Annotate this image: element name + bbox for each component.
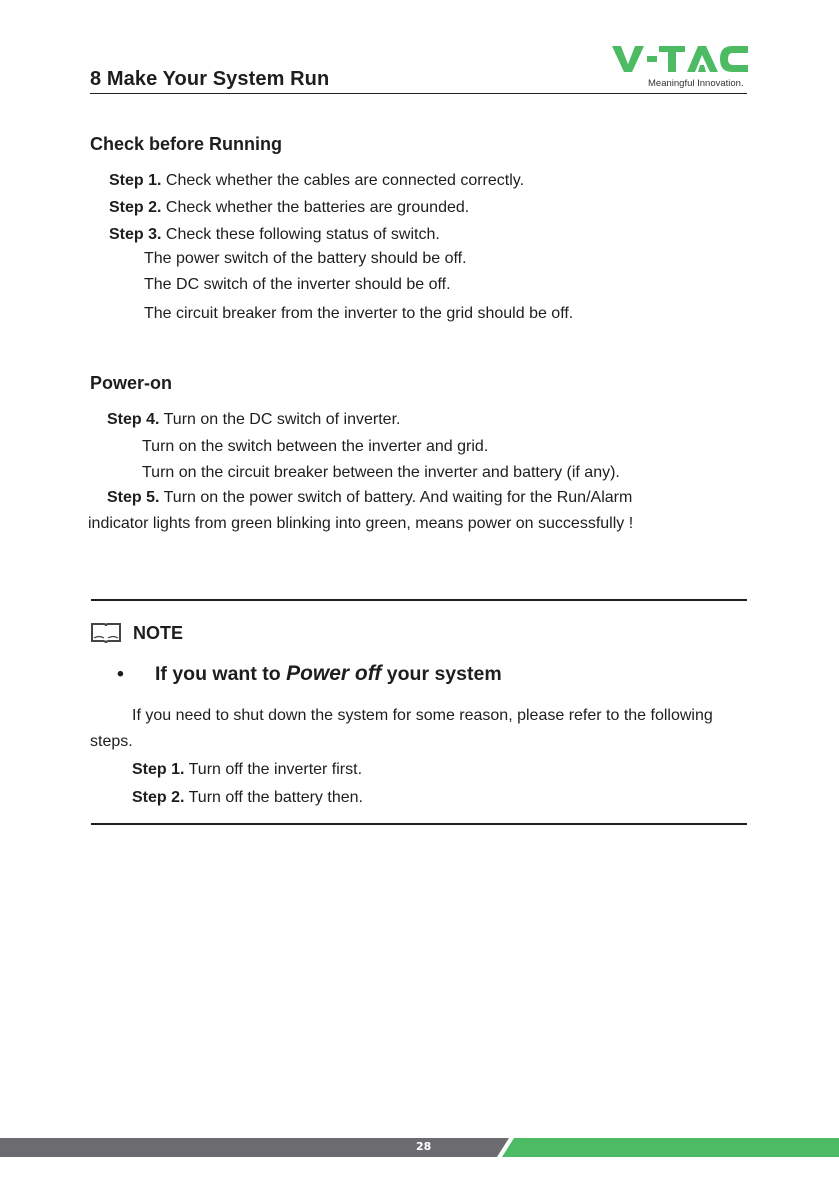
note-title [117, 662, 502, 686]
v-tac-logo [612, 44, 748, 74]
check-step-2 [109, 199, 469, 217]
power-on-sub-item: Turn on the circuit breaker between the inverter and battery (if any). [142, 464, 620, 481]
step-label: Step 1. [109, 172, 162, 189]
switch-status-item: The DC switch of the inverter should be off. [144, 276, 451, 293]
section-heading-check: Check before Running [90, 134, 283, 154]
power-on-step-5-continuation: indicator lights from green blinking into green, means power on successfully ! [88, 515, 634, 532]
step-text: Check whether the batteries are grounded. [161, 199, 470, 216]
step-text: Turn on the DC switch of inverter. [159, 411, 401, 428]
step-label: Step 4. [107, 411, 160, 428]
note-title-suffix: your system [381, 663, 502, 685]
note-title-prefix: If you want to [155, 663, 287, 685]
step-label: Step 2. [132, 789, 185, 806]
switch-status-item: The circuit breaker from the inverter to the grid should be off. [144, 305, 574, 322]
step-label: Step 3. [109, 226, 162, 243]
section-heading-power-on: Power-on [90, 373, 173, 393]
note-top-rule [91, 599, 747, 601]
check-step-3 [109, 226, 440, 244]
power-on-step-5 [107, 489, 632, 507]
note-step-2 [132, 789, 363, 807]
power-on-sub-item: Turn on the switch between the inverter and grid. [142, 438, 489, 455]
page-number: 28 [416, 1140, 432, 1153]
note-bottom-rule [91, 823, 747, 825]
step-label: Step 2. [109, 199, 162, 216]
step-text: Turn on the power switch of battery. And waiting for the Run/Alarm [159, 489, 633, 506]
check-step-1 [109, 172, 524, 190]
step-label: Step 1. [132, 761, 185, 778]
power-on-step-4 [107, 411, 400, 429]
note-label: NOTE [133, 623, 184, 643]
step-text: Check whether the cables are connected correctly. [161, 172, 525, 189]
step-text: Turn off the inverter first. [184, 761, 363, 778]
note-title-emphasis: Power off [286, 662, 382, 685]
switch-status-item: The power switch of the battery should be off. [144, 250, 467, 267]
page-title: 8 Make Your System Run [90, 68, 330, 90]
step-label: Step 5. [107, 489, 160, 506]
bullet: • [117, 663, 124, 685]
step-text: Turn off the battery then. [184, 789, 363, 806]
book-icon [91, 622, 121, 644]
step-text: Check these following status of switch. [161, 226, 440, 243]
header-rule [90, 93, 747, 94]
logo-tagline: Meaningful Innovation. [648, 78, 744, 89]
note-step-1 [132, 761, 362, 779]
note-paragraph-line-1: If you need to shut down the system for some reason, please refer to the following [132, 707, 713, 724]
note-paragraph-line-2: steps. [90, 733, 133, 750]
